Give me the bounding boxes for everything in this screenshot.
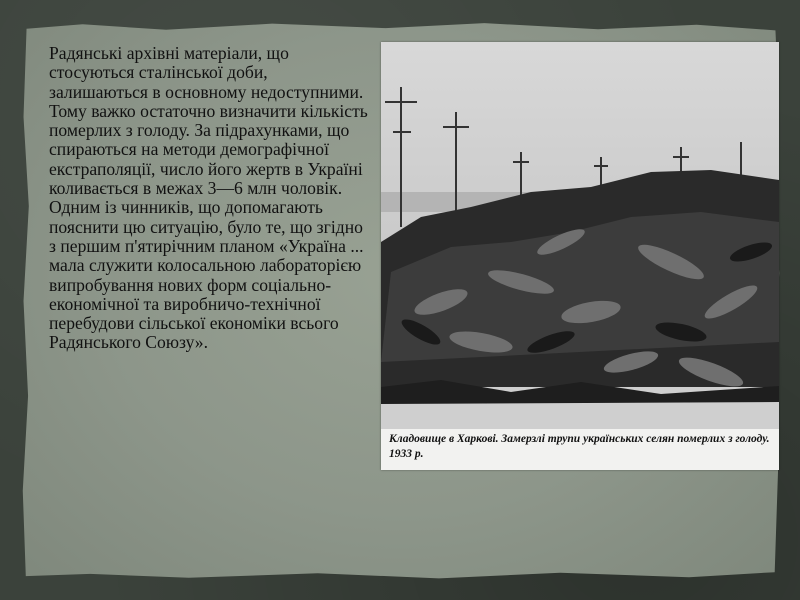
- photo-caption: Кладовище в Харкові. Замерзлі трупи українських селян померлих з голоду. 1933 р.: [389, 433, 770, 460]
- body-text: Радянські архівні матеріали, що стосуються сталінської доби, залишаються в основному недоступними. Тому важко остаточно визначити кількість померлих з голоду. За підрахунками, що спираються на методи демографічної екстраполяції, число його жертв в Україні коливається в межах 3—6 млн чоловік. Одним із чинників, що допомагають пояснити цю ситуацію, було те, що згідно з першим п'ятирічним планом «Україна ... мала служити колосальною лабораторією випробування нових форм соціально-економічної та виробничо-технічної перебудови сільської економіки всього Радянського Союзу».: [49, 43, 368, 353]
- historical-photo: [381, 42, 779, 470]
- photo-image: [381, 42, 779, 429]
